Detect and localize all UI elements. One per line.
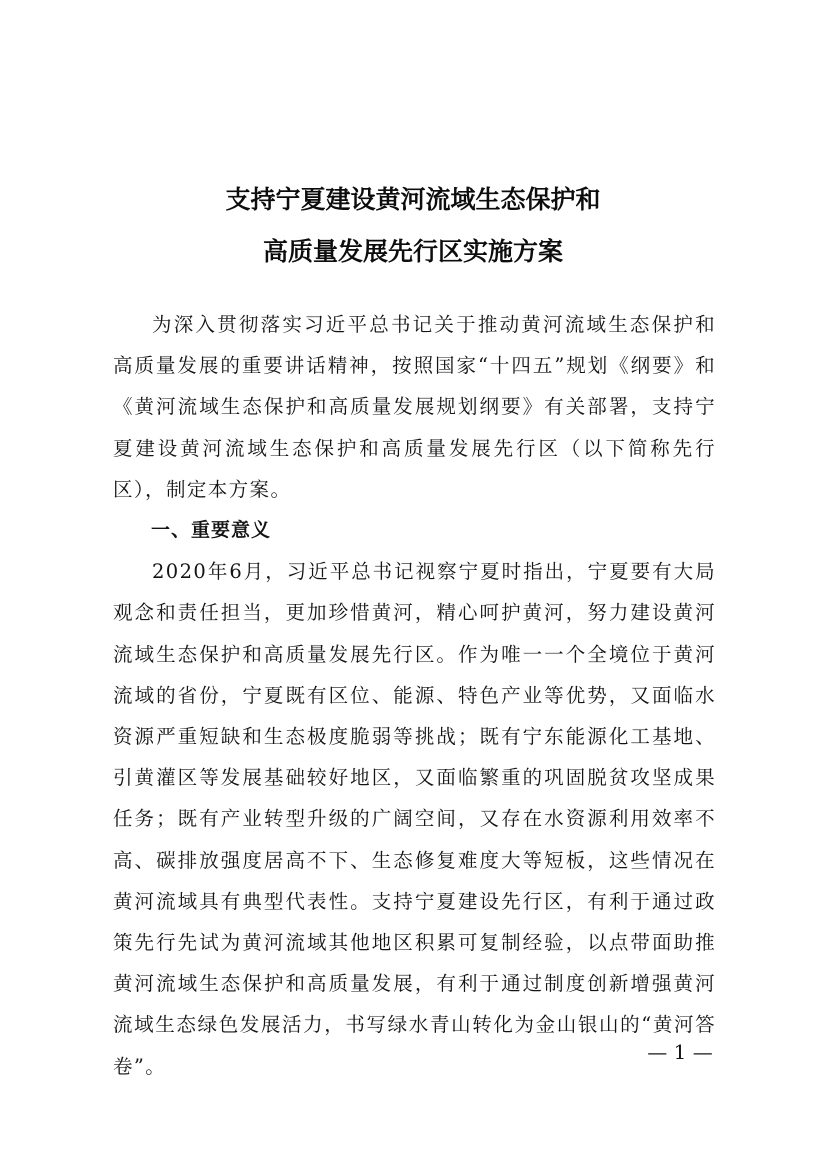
title-line-2: 高质量发展先行区实施方案 — [262, 237, 563, 266]
section-paragraph-significance: 2020年6月，习近平总书记视察宁夏时指出，宁夏要有大局观念和责任担当，更加珍惜黄河，精心呵护黄河，努力建设黄河流域生态保护和高质量发展先行区。作为唯一一个全境位于黄河流域的省份，宁夏既有区位、能源、特色产业等优势，又面临水资源严重短缺和生态极度脆弱等挑战；既有宁东能源化工基地、引黄灌区等发展基础较好地区，又面临繁重的巩固脱贫攻坚成果任务；既有产业转型升级的广阔空间，又存在水资源利用效率不高、碳排放强度居高不下、生态修复难度大等短板，这些情况在黄河流域具有典型代表性。支持宁夏建设先行区，有利于通过政策先行先试为黄河流域其他地区积累可复制经验，以点带面助推黄河流域生态保护和高质量发展，有利于通过制度创新增强黄河流域生态绿色发展活力，书写绿水青山转化为金山银山的“黄河答卷”。 — [113, 560, 716, 1078]
page-number: — 1 — — [647, 1040, 713, 1064]
document-title — [113, 174, 713, 278]
intro-paragraph: 为深入贯彻落实习近平总书记关于推动黄河流域生态保护和高质量发展的重要讲话精神，按照国家“十四五”规划《纲要》和《黄河流域生态保护和高质量发展规划纲要》有关部署，支持宁夏建设黄河流域生态保护和高质量发展先行区（以下简称先行区），制定本方案。 — [113, 313, 716, 501]
title-line-1: 支持宁夏建设黄河流域生态保护和 — [225, 185, 601, 214]
section-heading-significance: 一、重要意义 — [151, 519, 272, 542]
document-body — [113, 304, 716, 1087]
